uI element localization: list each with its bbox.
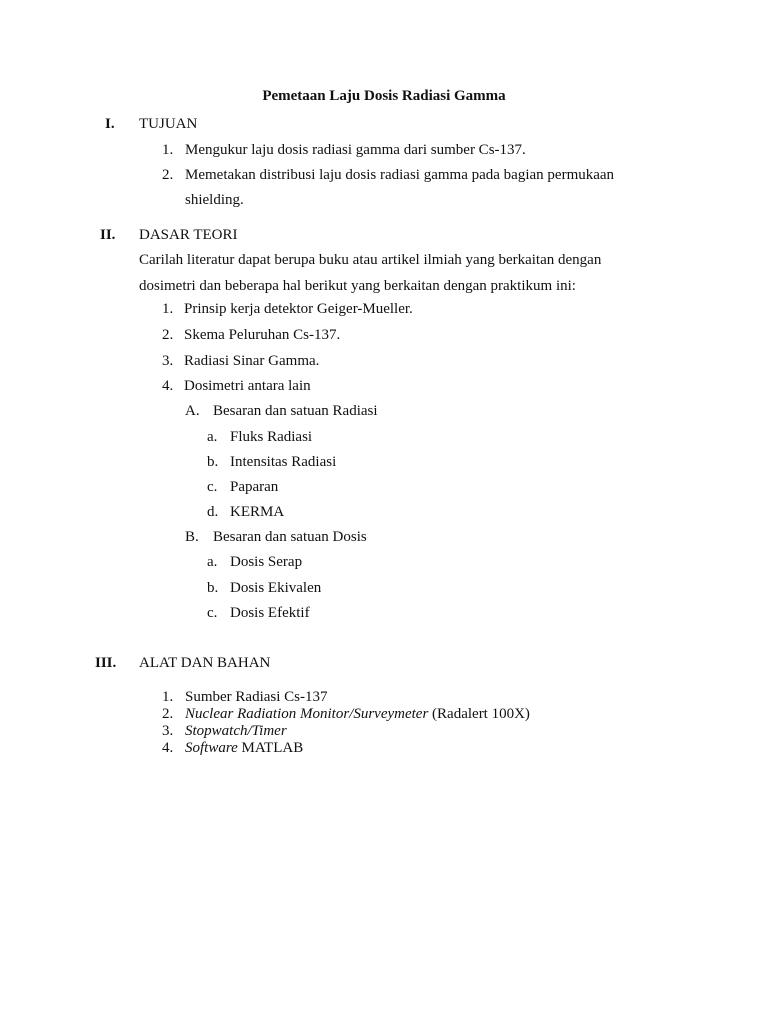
subsublist-text: Paparan bbox=[230, 479, 279, 495]
section-numeral-dasar-teori: II. bbox=[100, 227, 116, 243]
subsublist-text: Dosis Serap bbox=[230, 554, 303, 570]
list-item-text bbox=[185, 724, 287, 739]
subsublist-text: Intensitas Radiasi bbox=[230, 454, 337, 470]
intro-paragraph-line: dosimetri dan beberapa hal berikut yang berkaitan dengan praktikum ini: bbox=[139, 278, 576, 294]
list-item-number: 2. bbox=[162, 327, 174, 343]
subsublist-letter: b. bbox=[207, 454, 219, 470]
document-title: Pemetaan Laju Dosis Radiasi Gamma bbox=[262, 88, 506, 104]
term-detail: (Radalert 100X) bbox=[428, 706, 530, 722]
section-heading-alat-bahan: ALAT DAN BAHAN bbox=[139, 655, 271, 671]
list-item-text: Prinsip kerja detektor Geiger-Mueller. bbox=[184, 301, 413, 317]
subsublist-letter: a. bbox=[207, 554, 218, 570]
sublist-letter: A. bbox=[185, 403, 200, 419]
list-item-number: 4. bbox=[162, 378, 174, 394]
list-item-number: 3. bbox=[162, 723, 174, 739]
subsublist-text: Dosis Efektif bbox=[230, 605, 310, 621]
list-item-text: Skema Peluruhan Cs-137. bbox=[184, 327, 341, 343]
section-heading-dasar-teori: DASAR TEORI bbox=[139, 227, 238, 243]
subsublist-text: Dosis Ekivalen bbox=[230, 580, 322, 596]
list-item-number: 2. bbox=[162, 167, 174, 183]
italic-term: Stopwatch/Timer bbox=[185, 723, 287, 739]
sublist-heading: Besaran dan satuan Dosis bbox=[213, 529, 367, 545]
section-heading-tujuan: TUJUAN bbox=[139, 116, 198, 132]
list-item-text: Mengukur laju dosis radiasi gamma dari sumber Cs-137. bbox=[185, 142, 526, 158]
list-item-number: 2. bbox=[162, 706, 174, 722]
sublist-letter: B. bbox=[185, 529, 199, 545]
list-item-continuation: shielding. bbox=[185, 192, 244, 208]
subsublist-letter: c. bbox=[207, 479, 218, 495]
subsublist-letter: a. bbox=[207, 429, 218, 445]
intro-paragraph-line: Carilah literatur dapat berupa buku atau artikel ilmiah yang berkaitan dengan bbox=[139, 252, 602, 268]
subsublist-letter: c. bbox=[207, 605, 218, 621]
list-item-text: Radiasi Sinar Gamma. bbox=[184, 353, 320, 369]
subsublist-letter: b. bbox=[207, 580, 219, 596]
italic-term: Software bbox=[185, 740, 238, 756]
list-item-text bbox=[185, 741, 303, 756]
list-item-text bbox=[185, 707, 530, 722]
list-item-number: 4. bbox=[162, 740, 174, 756]
list-item-number: 3. bbox=[162, 353, 174, 369]
italic-term: Nuclear Radiation Monitor/Surveymeter bbox=[185, 706, 429, 722]
subsublist-text: Fluks Radiasi bbox=[230, 429, 313, 445]
subsublist-text: KERMA bbox=[230, 504, 285, 520]
list-item-text: Memetakan distribusi laju dosis radiasi gamma pada bagian permukaan bbox=[185, 167, 615, 183]
section-numeral-tujuan: I. bbox=[105, 116, 115, 132]
term-detail: MATLAB bbox=[237, 740, 304, 756]
section-numeral-alat-bahan: III. bbox=[95, 655, 117, 671]
list-item-text: Sumber Radiasi Cs-137 bbox=[185, 689, 328, 705]
sublist-heading: Besaran dan satuan Radiasi bbox=[213, 403, 378, 419]
list-item-text: Dosimetri antara lain bbox=[184, 378, 311, 394]
subsublist-letter: d. bbox=[207, 504, 219, 520]
list-item-number: 1. bbox=[162, 301, 174, 317]
list-item-number: 1. bbox=[162, 689, 174, 705]
list-item-number: 1. bbox=[162, 142, 174, 158]
